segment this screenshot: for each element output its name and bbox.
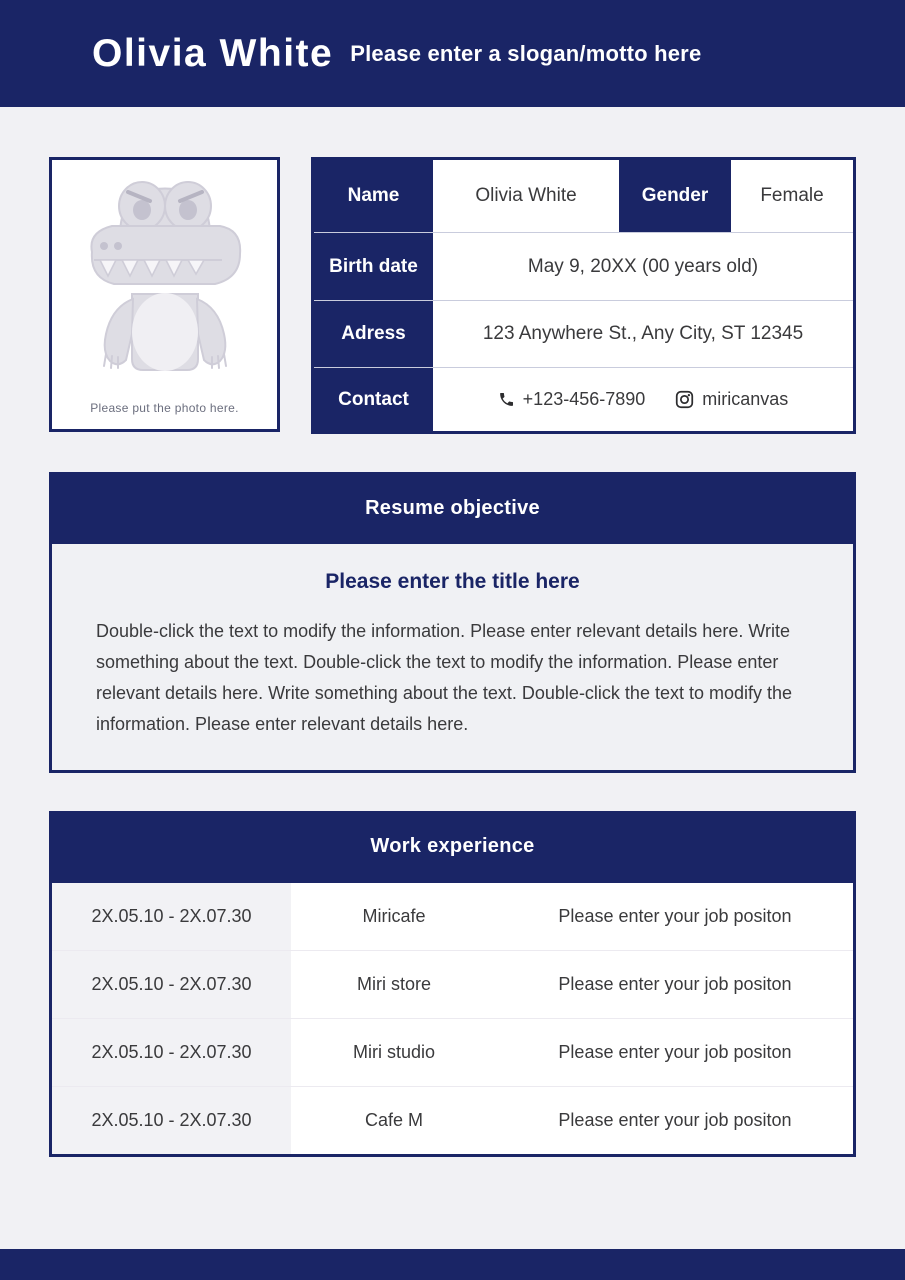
profile-top-row (49, 157, 856, 434)
phone-number: +123-456-7890 (522, 389, 646, 409)
work-experience-heading: Work experience (49, 811, 856, 883)
resume-objective-heading: Resume objective (49, 472, 856, 544)
instagram-icon (675, 390, 694, 409)
phone-contact[interactable] (498, 389, 646, 410)
name-value[interactable]: Olivia White (433, 160, 619, 232)
work-position[interactable]: Please enter your job positon (497, 1087, 853, 1154)
page-header (0, 0, 905, 107)
gender-value[interactable]: Female (731, 160, 853, 232)
crocodile-placeholder-icon (70, 174, 260, 389)
page-content (0, 157, 905, 1157)
instagram-handle: miricanvas (702, 389, 789, 409)
work-experience-section (49, 811, 856, 1157)
objective-title[interactable]: Please enter the title here (325, 570, 580, 593)
header-name: Olivia White (92, 31, 334, 75)
work-company[interactable]: Miricafe (291, 883, 497, 950)
birth-date-label: Birth date (314, 233, 433, 300)
resume-objective-section (49, 472, 856, 773)
table-row (52, 883, 853, 951)
name-label: Name (314, 160, 433, 232)
birth-date-value[interactable]: May 9, 20XX (00 years old) (433, 233, 853, 300)
resume-objective-body (49, 544, 856, 773)
table-row (314, 368, 853, 431)
work-date[interactable]: 2X.05.10 - 2X.07.30 (52, 1087, 291, 1154)
header-slogan: Please enter a slogan/motto here (350, 40, 702, 66)
objective-text[interactable]: Double-click the text to modify the information. Please enter relevant details here. Write something about the text. Double-click the text to modify the information. Please enter relevant details here. Write something about the text. Double-click the text to modify the information. Please enter relevant details here. (96, 621, 793, 734)
work-position[interactable]: Please enter your job positon (497, 951, 853, 1018)
table-row (52, 951, 853, 1019)
adress-label: Adress (314, 301, 433, 367)
table-row (314, 301, 853, 368)
personal-info-table (311, 157, 856, 434)
table-row (52, 1087, 853, 1154)
contact-value (433, 368, 853, 431)
work-position[interactable]: Please enter your job positon (497, 883, 853, 950)
page-footer-bar (0, 1249, 905, 1280)
adress-value[interactable]: 123 Anywhere St., Any City, ST 12345 (433, 301, 853, 367)
work-experience-table (49, 883, 856, 1157)
photo-caption: Please put the photo here. (90, 401, 239, 415)
work-company[interactable]: Cafe M (291, 1087, 497, 1154)
gender-label: Gender (619, 160, 731, 232)
work-position[interactable]: Please enter your job positon (497, 1019, 853, 1086)
photo-placeholder[interactable] (49, 157, 280, 432)
table-row (314, 233, 853, 301)
contact-label: Contact (314, 368, 433, 431)
work-date[interactable]: 2X.05.10 - 2X.07.30 (52, 951, 291, 1018)
phone-icon (498, 391, 515, 408)
work-date[interactable]: 2X.05.10 - 2X.07.30 (52, 883, 291, 950)
table-row (314, 160, 853, 233)
work-company[interactable]: Miri store (291, 951, 497, 1018)
table-row (52, 1019, 853, 1087)
work-company[interactable]: Miri studio (291, 1019, 497, 1086)
instagram-contact[interactable] (675, 389, 788, 410)
work-date[interactable]: 2X.05.10 - 2X.07.30 (52, 1019, 291, 1086)
